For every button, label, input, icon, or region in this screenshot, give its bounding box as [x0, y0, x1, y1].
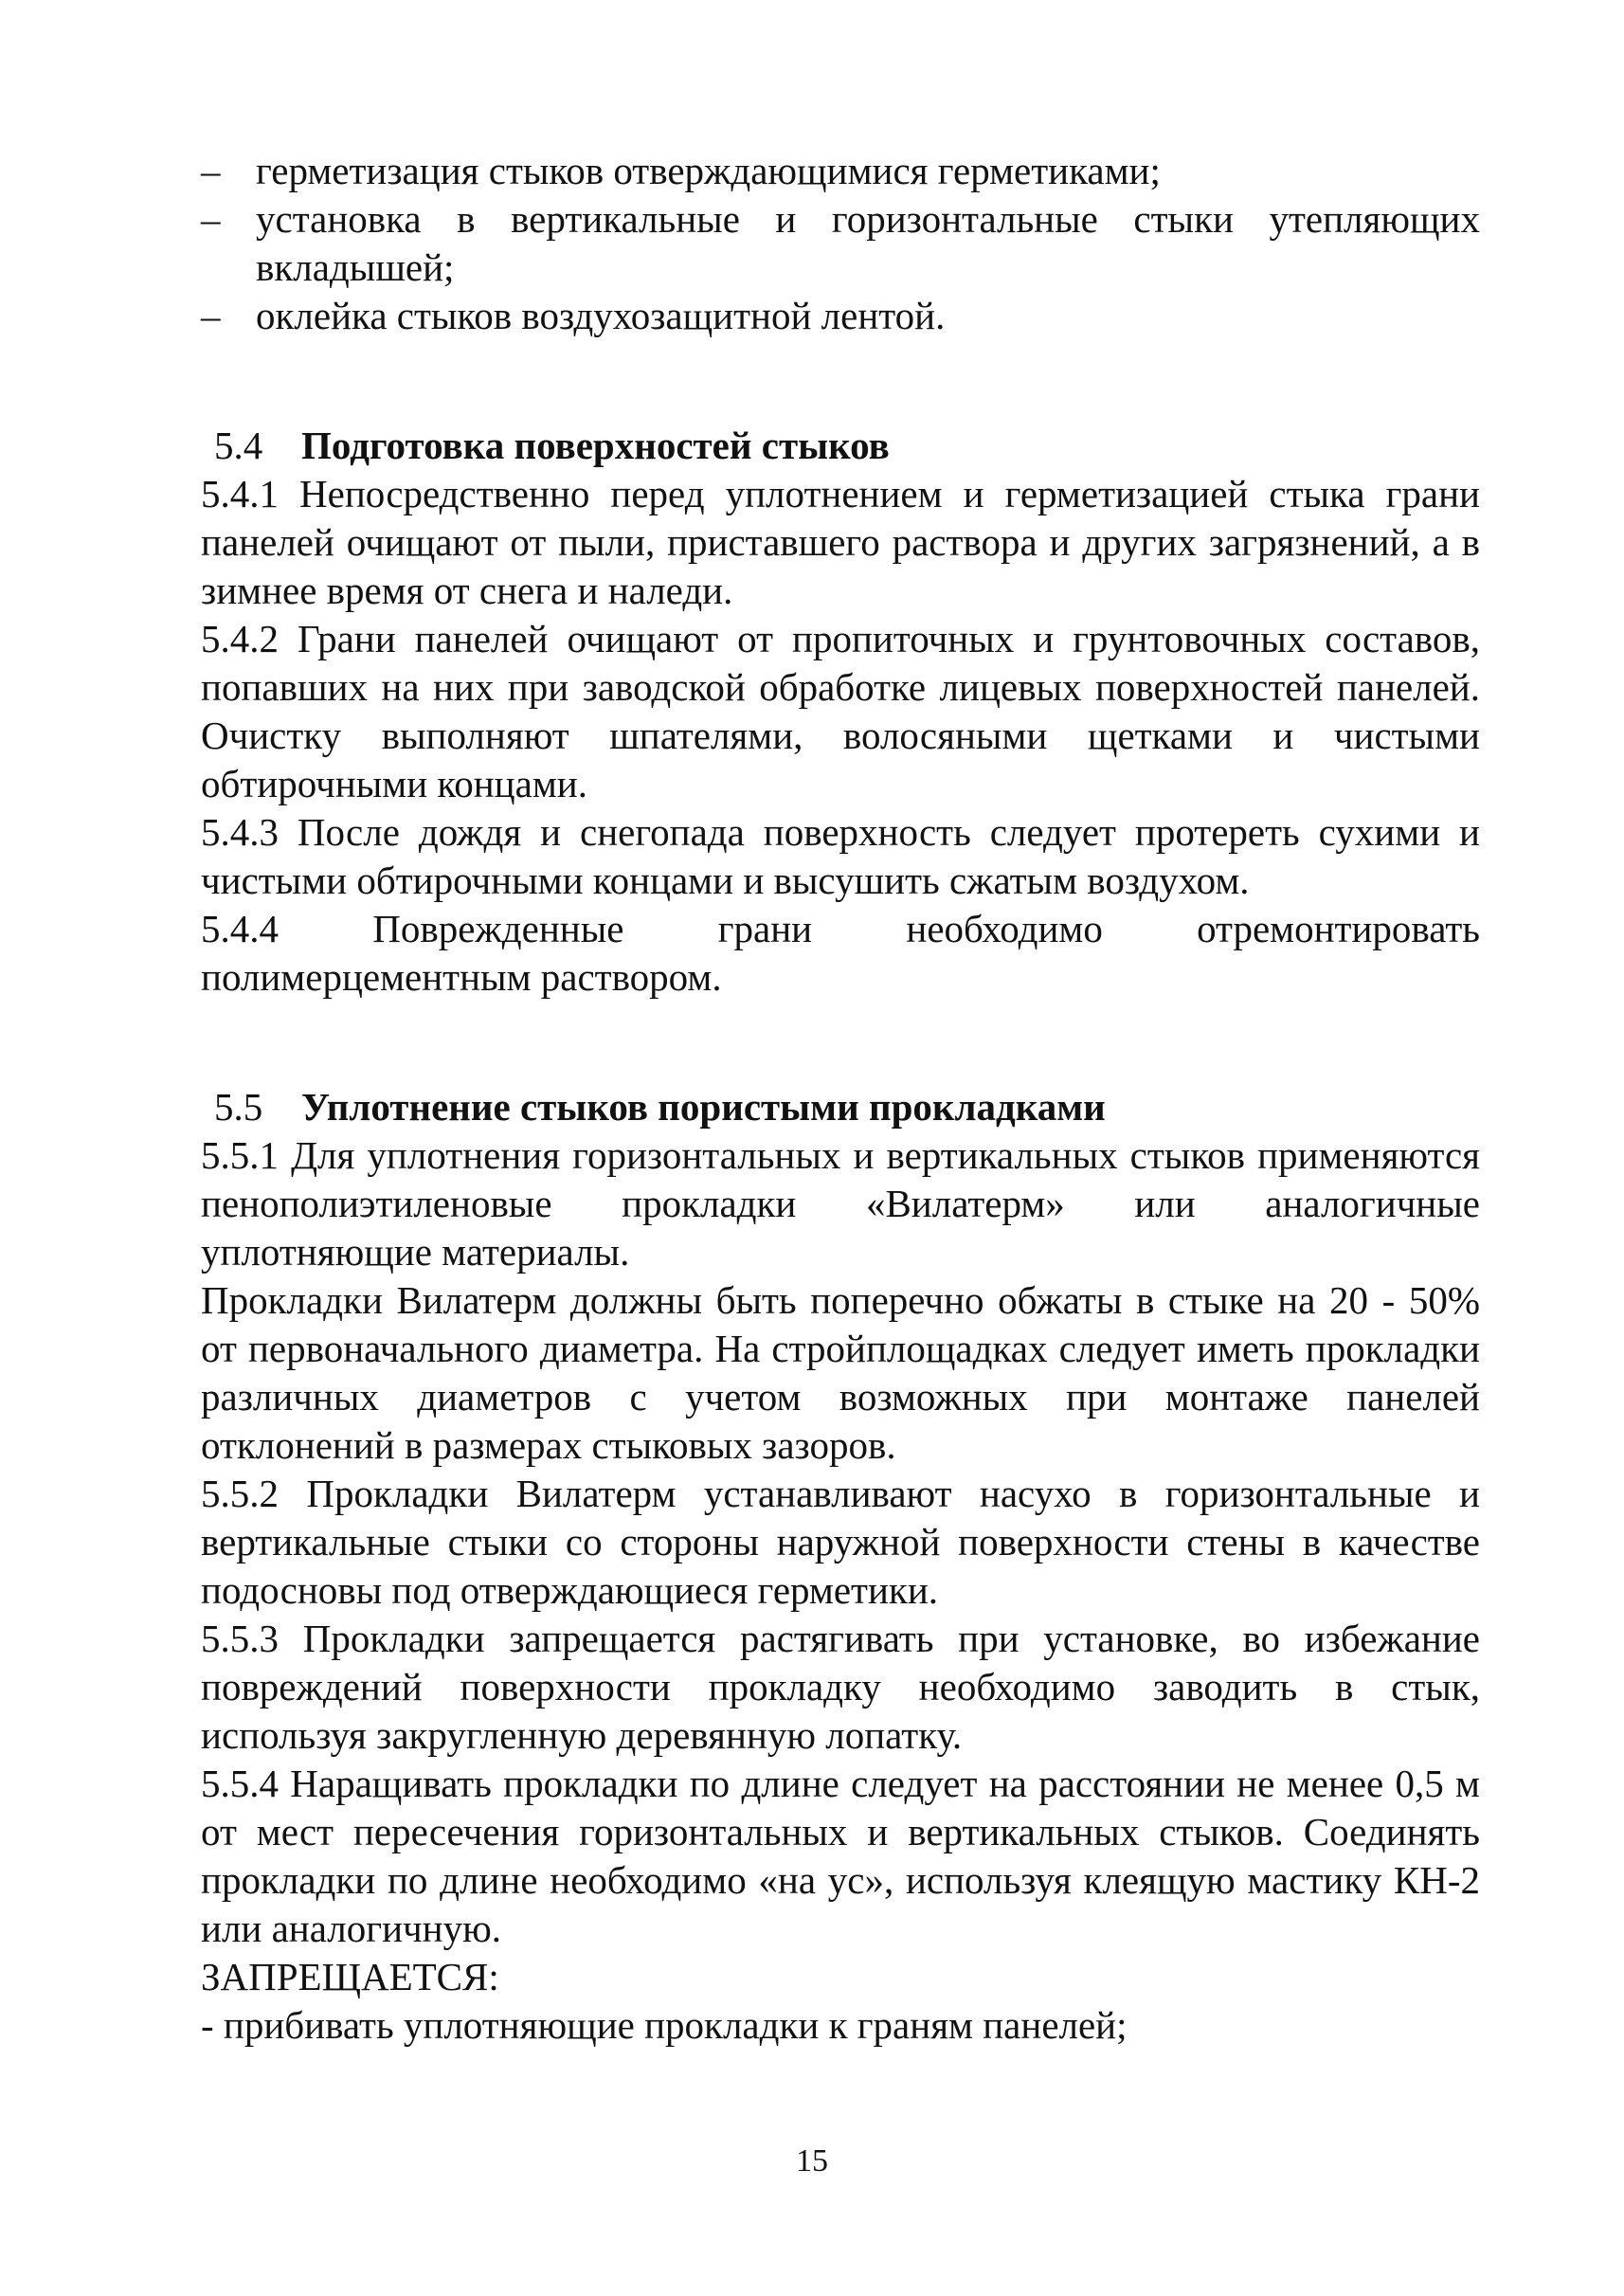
bullet-list [201, 147, 1480, 340]
paragraph-5-5-4: 5.5.4 Наращивать прокладки по длине следует на расстоянии не менее 0,5 м от мест пересечения горизонтальных и вертикальных стыков. Соединять прокладки по длине необходимо «на ус», используя клеящую мастику КН-2 или аналогичную. [201, 1762, 1480, 1950]
section-number: 5.4 [214, 424, 263, 467]
paragraph-5-5-3: 5.5.3 Прокладки запрещается растягивать при установке, во избежание повреждений поверхности прокладку необходимо заводить в стык, используя закругленную деревянную лопатку. [201, 1617, 1480, 1757]
list-item-text: герметизация стыков отверждающимися герметиками; [256, 149, 1161, 192]
paragraph-5-4-3: 5.4.3 После дождя и снегопада поверхность следует протереть сухими и чистыми обтирочными концами и высушить сжатым воздухом. [201, 810, 1480, 902]
section-title: Уплотнение стыков пористыми прокладками [301, 1085, 1106, 1129]
prohibited-heading: ЗАПРЕЩАЕТСЯ: [201, 1955, 499, 1998]
list-item-text: установка в вертикальные и горизонтальные стыки утепляющих вкладышей; [256, 197, 1480, 289]
paragraph-5-4-1: 5.4.1 Непосредственно перед уплотнением и герметизацией стыка грани панелей очищают от пыли, приставшего раствора и других загрязнений, а в зимнее время от снега и наледи. [201, 472, 1480, 612]
section-body-5-5 [201, 1131, 1480, 2050]
bullet-dash: – [201, 197, 221, 241]
paragraph-5-5-2: 5.5.2 Прокладки Вилатерм устанавливают насухо в горизонтальные и вертикальные стыки со стороны наружной поверхности стены в качестве подосновы под отверждающиеся герметики. [201, 1472, 1480, 1612]
list-item [201, 292, 1480, 340]
section-body-5-4 [201, 470, 1480, 1002]
paragraph-5-4-4: 5.4.4 Поврежденные грани необходимо отремонтировать полимерцементным раствором. [201, 907, 1480, 999]
paragraph-5-5-1-continued: Прокладки Вилатерм должны быть поперечно обжаты в стыке на 20 - 50% от первоначального диаметра. На стройплощадках следует иметь прокладки различных диаметров с учетом возможных при монтаже панелей отклонений в размерах стыковых зазоров. [201, 1278, 1480, 1467]
section-number: 5.5 [214, 1085, 263, 1129]
list-item [201, 195, 1480, 292]
section-heading-5-5 [214, 1083, 1106, 1131]
paragraph-5-5-1: 5.5.1 Для уплотнения горизонтальных и вертикальных стыков применяются пенополиэтиленовые прокладки «Вилатерм» или аналогичные уплотняющие материалы. [201, 1133, 1480, 1274]
list-item [201, 147, 1480, 195]
prohibited-item: - прибивать уплотняющие прокладки к граням панелей; [201, 2003, 1128, 2047]
paragraph-5-4-2: 5.4.2 Грани панелей очищают от пропиточных и грунтовочных составов, попавших на них при заводской обработке лицевых поверхностей панелей. Очистку выполняют шпателями, волосяными щетками и чистыми обтирочными концами. [201, 617, 1480, 805]
section-title: Подготовка поверхностей стыков [301, 424, 890, 467]
bullet-dash: – [201, 149, 221, 192]
list-item-text: оклейка стыков воздухозащитной лентой. [256, 294, 946, 337]
page-number: 15 [796, 2143, 828, 2178]
bullet-dash: – [201, 294, 221, 337]
section-heading-5-4 [214, 422, 890, 470]
